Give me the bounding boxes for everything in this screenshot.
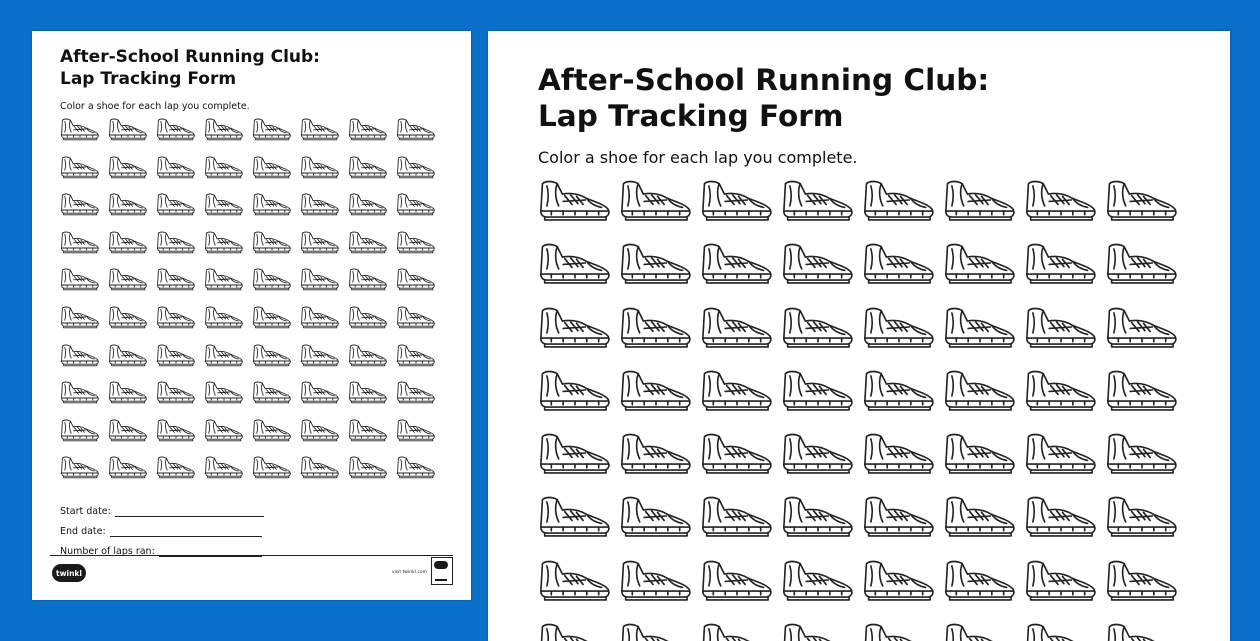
running-shoe-icon (204, 116, 252, 154)
running-shoe-icon (862, 429, 943, 492)
running-shoe-icon (204, 229, 252, 267)
running-shoe-icon (396, 342, 444, 380)
running-shoe-icon (396, 191, 444, 229)
running-shoe-icon (1024, 619, 1105, 641)
running-shoe-icon (700, 429, 781, 492)
running-shoe-icon (300, 266, 348, 304)
running-shoe-icon (348, 417, 396, 455)
running-shoe-icon (538, 239, 619, 302)
running-shoe-icon (862, 176, 943, 239)
running-shoe-icon (348, 304, 396, 342)
running-shoe-icon (619, 303, 700, 366)
running-shoe-icon (943, 619, 1024, 641)
end-date-line (110, 525, 262, 537)
running-shoe-icon (700, 492, 781, 555)
running-shoe-icon (619, 366, 700, 429)
running-shoe-icon (156, 342, 204, 380)
end-date-field (60, 517, 264, 537)
shoe-grid-large (538, 176, 1186, 641)
running-shoe-icon (700, 239, 781, 302)
running-shoe-icon (943, 429, 1024, 492)
running-shoe-icon (60, 342, 108, 380)
running-shoe-icon (781, 239, 862, 302)
running-shoe-icon (348, 454, 396, 492)
running-shoe-icon (396, 454, 444, 492)
running-shoe-icon (538, 619, 619, 641)
running-shoe-icon (943, 239, 1024, 302)
running-shoe-icon (862, 303, 943, 366)
running-shoe-icon (396, 379, 444, 417)
running-shoe-icon (156, 116, 204, 154)
worksheet-title-large (538, 62, 989, 134)
worksheet-footer (50, 555, 453, 592)
running-shoe-icon (252, 266, 300, 304)
running-shoe-icon (700, 556, 781, 619)
running-shoe-icon (1024, 492, 1105, 555)
running-shoe-icon (204, 342, 252, 380)
running-shoe-icon (252, 229, 300, 267)
running-shoe-icon (1024, 176, 1105, 239)
running-shoe-icon (700, 303, 781, 366)
running-shoe-icon (300, 154, 348, 192)
running-shoe-icon (538, 366, 619, 429)
running-shoe-icon (1105, 556, 1186, 619)
running-shoe-icon (156, 304, 204, 342)
running-shoe-icon (396, 266, 444, 304)
running-shoe-icon (348, 266, 396, 304)
running-shoe-icon (619, 429, 700, 492)
running-shoe-icon (1105, 492, 1186, 555)
running-shoe-icon (60, 454, 108, 492)
running-shoe-icon (862, 619, 943, 641)
running-shoe-icon (204, 304, 252, 342)
running-shoe-icon (156, 191, 204, 229)
running-shoe-icon (348, 342, 396, 380)
running-shoe-icon (60, 304, 108, 342)
laps-ran-field (60, 537, 264, 557)
running-shoe-icon (781, 366, 862, 429)
running-shoe-icon (781, 492, 862, 555)
worksheet-instructions: Color a shoe for each lap you complete. (60, 101, 250, 112)
running-shoe-icon (300, 454, 348, 492)
running-shoe-icon (1024, 366, 1105, 429)
running-shoe-icon (396, 304, 444, 342)
running-shoe-icon (108, 229, 156, 267)
footer-url: visit twinkl.com (391, 570, 427, 575)
running-shoe-icon (862, 556, 943, 619)
running-shoe-icon (252, 342, 300, 380)
running-shoe-icon (300, 304, 348, 342)
title-line-1: After-School Running Club: (60, 47, 320, 67)
running-shoe-icon (348, 191, 396, 229)
running-shoe-icon (252, 191, 300, 229)
running-shoe-icon (700, 366, 781, 429)
running-shoe-icon (60, 379, 108, 417)
running-shoe-icon (108, 454, 156, 492)
running-shoe-icon (108, 191, 156, 229)
running-shoe-icon (348, 154, 396, 192)
running-shoe-icon (1105, 619, 1186, 641)
running-shoe-icon (619, 619, 700, 641)
running-shoe-icon (1105, 366, 1186, 429)
running-shoe-icon (108, 342, 156, 380)
worksheet-preview-large (488, 31, 1230, 641)
shoe-grid (60, 116, 444, 492)
running-shoe-icon (862, 366, 943, 429)
running-shoe-icon (943, 492, 1024, 555)
running-shoe-icon (619, 176, 700, 239)
running-shoe-icon (60, 266, 108, 304)
running-shoe-icon (300, 342, 348, 380)
running-shoe-icon (619, 556, 700, 619)
running-shoe-icon (619, 239, 700, 302)
running-shoe-icon (1105, 176, 1186, 239)
running-shoe-icon (862, 492, 943, 555)
running-shoe-icon (156, 154, 204, 192)
title-line-1-large: After-School Running Club: (538, 63, 990, 97)
running-shoe-icon (943, 556, 1024, 619)
running-shoe-icon (156, 417, 204, 455)
running-shoe-icon (204, 417, 252, 455)
running-shoe-icon (1024, 429, 1105, 492)
running-shoe-icon (252, 379, 300, 417)
running-shoe-icon (781, 556, 862, 619)
running-shoe-icon (700, 619, 781, 641)
running-shoe-icon (252, 116, 300, 154)
running-shoe-icon (156, 379, 204, 417)
twinkl-badge-icon (431, 557, 453, 585)
worksheet-preview-small (32, 31, 471, 600)
running-shoe-icon (60, 229, 108, 267)
start-date-field (60, 497, 264, 517)
start-date-label: Start date: (60, 506, 111, 517)
running-shoe-icon (204, 379, 252, 417)
running-shoe-icon (538, 176, 619, 239)
running-shoe-icon (108, 379, 156, 417)
running-shoe-icon (396, 116, 444, 154)
running-shoe-icon (156, 454, 204, 492)
running-shoe-icon (943, 303, 1024, 366)
running-shoe-icon (252, 304, 300, 342)
running-shoe-icon (348, 379, 396, 417)
running-shoe-icon (108, 417, 156, 455)
running-shoe-icon (108, 266, 156, 304)
running-shoe-icon (156, 266, 204, 304)
running-shoe-icon (781, 619, 862, 641)
running-shoe-icon (538, 556, 619, 619)
running-shoe-icon (538, 492, 619, 555)
running-shoe-icon (60, 417, 108, 455)
title-line-2-large: Lap Tracking Form (538, 99, 844, 133)
running-shoe-icon (943, 366, 1024, 429)
running-shoe-icon (1024, 556, 1105, 619)
running-shoe-icon (204, 154, 252, 192)
running-shoe-icon (781, 429, 862, 492)
running-shoe-icon (300, 191, 348, 229)
start-date-line (115, 505, 264, 517)
running-shoe-icon (396, 154, 444, 192)
running-shoe-icon (781, 303, 862, 366)
laps-ran-label: Number of laps ran: (60, 546, 155, 557)
running-shoe-icon (252, 454, 300, 492)
running-shoe-icon (538, 303, 619, 366)
twinkl-logo: twinkl (52, 564, 86, 582)
running-shoe-icon (396, 229, 444, 267)
running-shoe-icon (1105, 429, 1186, 492)
running-shoe-icon (348, 229, 396, 267)
running-shoe-icon (252, 154, 300, 192)
running-shoe-icon (1105, 303, 1186, 366)
running-shoe-icon (60, 116, 108, 154)
running-shoe-icon (156, 229, 204, 267)
running-shoe-icon (300, 379, 348, 417)
running-shoe-icon (862, 239, 943, 302)
running-shoe-icon (619, 492, 700, 555)
running-shoe-icon (300, 229, 348, 267)
running-shoe-icon (108, 304, 156, 342)
running-shoe-icon (60, 191, 108, 229)
worksheet-instructions-large: Color a shoe for each lap you complete. (538, 148, 858, 167)
form-fields (60, 497, 264, 557)
running-shoe-icon (204, 454, 252, 492)
running-shoe-icon (300, 417, 348, 455)
worksheet-title (60, 46, 320, 90)
running-shoe-icon (538, 429, 619, 492)
running-shoe-icon (943, 176, 1024, 239)
running-shoe-icon (348, 116, 396, 154)
running-shoe-icon (108, 154, 156, 192)
running-shoe-icon (204, 266, 252, 304)
running-shoe-icon (1024, 239, 1105, 302)
running-shoe-icon (204, 191, 252, 229)
end-date-label: End date: (60, 526, 106, 537)
running-shoe-icon (1105, 239, 1186, 302)
running-shoe-icon (108, 116, 156, 154)
running-shoe-icon (781, 176, 862, 239)
running-shoe-icon (1024, 303, 1105, 366)
running-shoe-icon (60, 154, 108, 192)
running-shoe-icon (300, 116, 348, 154)
running-shoe-icon (396, 417, 444, 455)
title-line-2: Lap Tracking Form (60, 69, 237, 89)
running-shoe-icon (700, 176, 781, 239)
running-shoe-icon (252, 417, 300, 455)
